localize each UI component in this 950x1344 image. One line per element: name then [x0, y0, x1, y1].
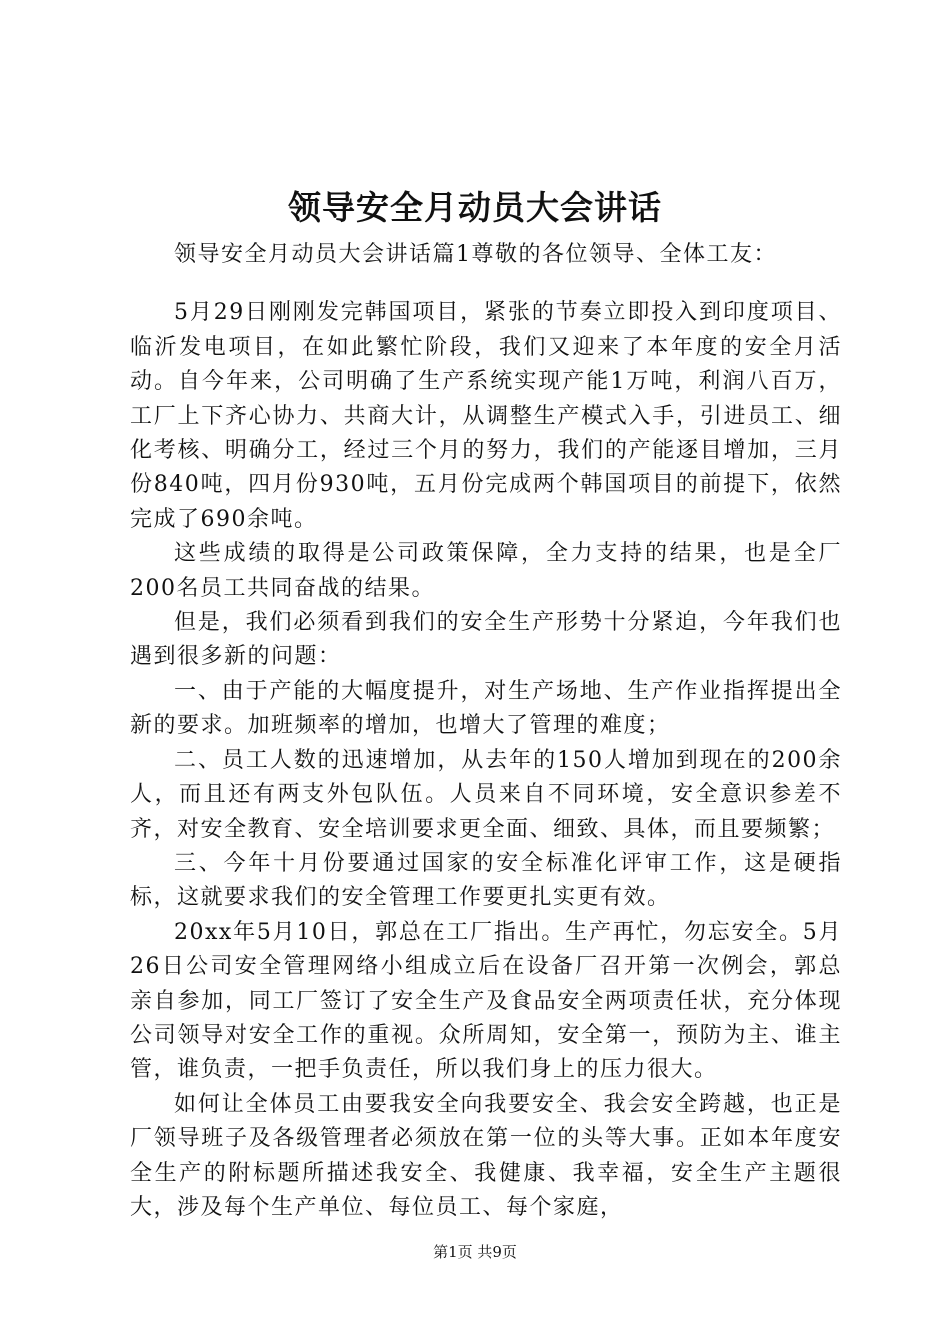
list-item-2: 二、员工人数的迅速增加，从去年的150人增加到现在的200余人，而且还有两支外包队伍。人员来自不同环境，安全意识参差不齐，对安全教育、安全培训要求更全面、细致、具体，而且要频繁； — [130, 747, 842, 842]
paragraph: 这些成绩的取得是公司政策保障，全力支持的结果，也是全厂200名员工共同奋战的结果。 — [130, 541, 842, 601]
page-number: 第1页 共9页 — [433, 1243, 517, 1261]
list-item-1: 一、由于产能的大幅度提升，对生产场地、生产作业指挥提出全新的要求。加班频率的增加，也增大了管理的难度； — [130, 678, 842, 739]
document-body — [130, 238, 842, 1225]
paragraph: 但是，我们必须看到我们的安全生产形势十分紧迫，今年我们也遇到很多新的问题： — [130, 610, 842, 670]
paragraph-greeting: 领导安全月动员大会讲话篇1尊敬的各位领导、全体工友： — [174, 242, 777, 267]
paragraph: 20xx年5月10日，郭总在工厂指出。生产再忙，勿忘安全。5月26日公司安全管理网络小组成立后在设备厂召开第一次例会，郭总亲自参加，同工厂签订了安全生产及食品安全两项责任状，充分体现公司领导对安全工作的重视。众所周知，安全第一，预防为主、谁主管，谁负责，一把手负责任，所以我们身上的压力很大。 — [130, 919, 842, 1083]
document-title: 领导安全月动员大会讲话 — [288, 188, 662, 227]
list-item-3: 三、今年十月份要通过国家的安全标准化评审工作，这是硬指标，这就要求我们的安全管理工作要更扎实更有效。 — [130, 850, 842, 911]
paragraph: 5月29日刚刚发完韩国项目，紧张的节奏立即投入到印度项目、临沂发电项目，在如此繁忙阶段，我们又迎来了本年度的安全月活动。自今年来，公司明确了生产系统实现产能1万吨，利润八百万，工厂上下齐心协力、共商大计，从调整生产模式入手，引进员工、细化考核、明确分工，经过三个月的努力，我们的产能逐目增加，三月份840吨，四月份930吨，五月份完成两个韩国项目的前提下，依然完成了690余吨。 — [130, 300, 842, 532]
paragraph: 如何让全体员工由要我安全向我要安全、我会安全跨越，也正是厂领导班子及各级管理者必须放在第一位的头等大事。正如本年度安全生产的附标题所描述我安全、我健康、我幸福，安全生产主题很大，涉及每个生产单位、每位员工、每个家庭， — [130, 1091, 842, 1220]
